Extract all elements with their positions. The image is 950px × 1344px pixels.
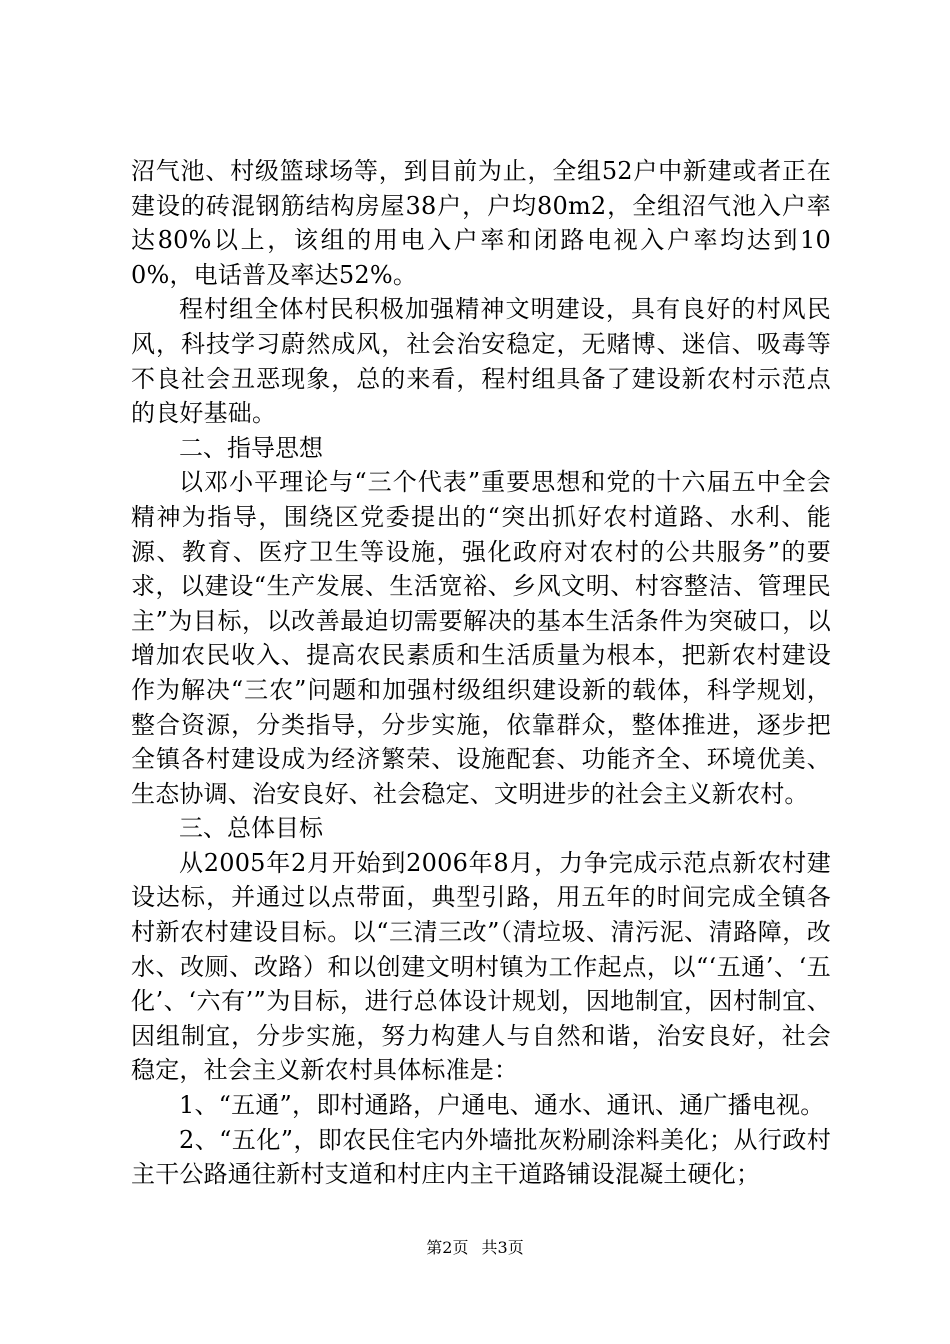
paragraph-overall-goals: 从2005年2月开始到2006年8月，力争完成示范点新农村建设达标，并通过以点带面，典型引路，用五年的时间完成全镇各村新农村建设目标。以“三清三改”（清垃圾、清污泥、清路障，改水、改厕、改路）和以创建文明村镇为工作起点，以“‘五通’、‘五化’、‘六有’”为目标，进行总体设计规划，因地制宜，因村制宜、因组制宜，分步实施，努力构建人与自然和谐，治安良好，社会稳定，社会主义新农村具体标准是： bbox=[131, 848, 831, 1085]
paragraph-biogas-stats: 沼气池、村级篮球场等，到目前为止，全组52户中新建或者正在建设的砖混钢筋结构房屋38户，户均80m2，全组沼气池入户率达80%以上，该组的用电入户率和闭路电视入户率均达到100%，电话普及率达52%。 bbox=[131, 157, 831, 289]
section-heading-overall-goals: 三、总体目标 bbox=[179, 814, 323, 843]
paragraph-five-connections: 1、“五通”，即村通路，户通电、通水、通讯、通广播电视。 bbox=[179, 1091, 825, 1120]
page-footer bbox=[0, 1238, 950, 1258]
document-body bbox=[131, 154, 831, 1192]
paragraph-civilization: 程村组全体村民积极加强精神文明建设，具有良好的村风民风，科技学习蔚然成风，社会治安稳定，无赌博、迷信、吸毒等不良社会丑恶现象，总的来看，程村组具备了建设新农村示范点的良好基础。 bbox=[131, 295, 831, 428]
paragraph-guiding-ideology: 以邓小平理论与“三个代表”重要思想和党的十六届五中全会精神为指导，围绕区党委提出的“突出抓好农村道路、水利、能源、教育、医疗卫生等设施，强化政府对农村的公共服务”的要求，以建设“生产发展、生活宽裕、乡风文明、村容整洁、管理民主”为目标，以改善最迫切需要解决的基本生活条件为突破口，以增加农民收入、提高农民素质和生活质量为根本，把新农村建设作为解决“三农”问题和加强村级组织建设新的载体，科学规划，整合资源，分类指导，分步实施，依靠群众，整体推进，逐步把全镇各村建设成为经济繁荣、设施配套、功能齐全、环境优美、生态协调、治安良好、社会稳定、文明进步的社会主义新农村。 bbox=[131, 468, 831, 808]
paragraph-five-improvements: 2、“五化”，即农民住宅内外墙批灰粉刷涂料美化；从行政村主干公路通往新村支道和村庄内主干道路铺设混凝土硬化； bbox=[131, 1125, 831, 1189]
section-heading-guiding-ideology: 二、指导思想 bbox=[179, 433, 323, 462]
page-total: 共3页 bbox=[481, 1238, 524, 1257]
page-number: 第2页 bbox=[426, 1238, 469, 1257]
